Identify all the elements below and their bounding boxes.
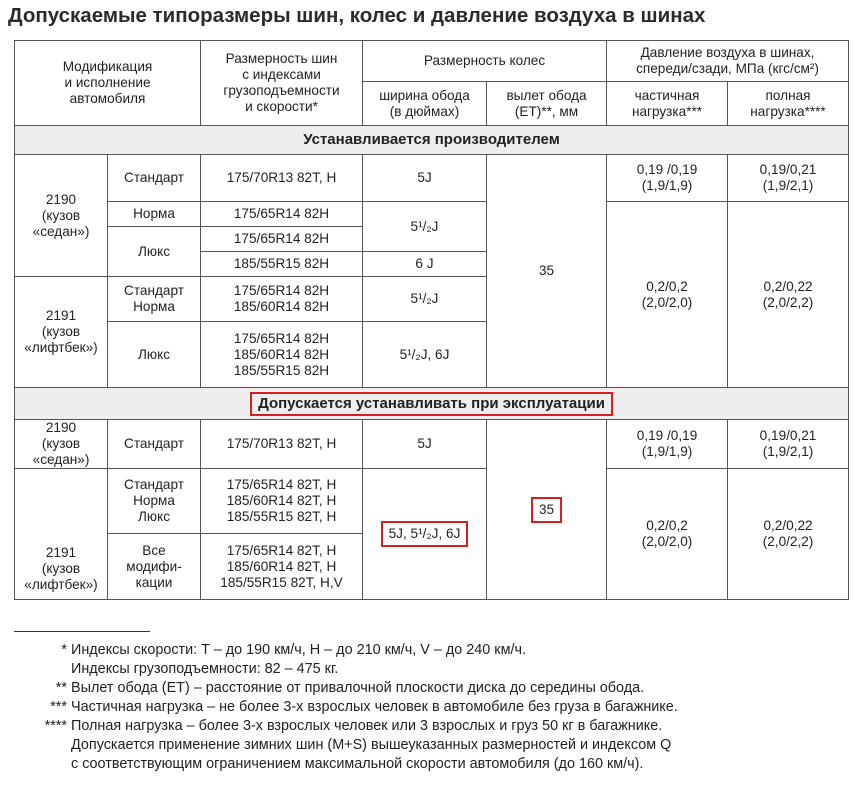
tire-size-cell: 175/65R14 82H 185/60R14 82H 185/55R15 82H	[201, 322, 363, 388]
rim-width-cell: 6 J	[363, 252, 487, 277]
page-title: Допускаемые типоразмеры шин, колес и давление воздуха в шинах	[8, 4, 706, 27]
footnote-text: Допускается применение зимних шин (M+S) вышеуказанных размерностей и индексом Q	[71, 737, 672, 753]
partial-load-pressure: 0,19 /0,19 (1,9/1,9)	[607, 155, 728, 202]
footnote-item	[14, 755, 854, 774]
footnote-text: Индексы скорости: T – до 190 км/ч, H – до 210 км/ч, V – до 240 км/ч.	[71, 642, 526, 658]
footnote-text: Частичная нагрузка – не более 3-х взрослых человек в автомобиле без груза в багажнике.	[71, 699, 678, 715]
model-2191-liftback: 2191 (кузов «лифтбек»)	[15, 469, 108, 600]
model-2191-liftback: 2191 (кузов «лифтбек»)	[15, 277, 108, 388]
footnote-mark: **	[55, 680, 67, 696]
footnote-text: с соответствующим ограничением максимальной скорости автомобиля (до 160 км/ч).	[71, 756, 644, 772]
partial-load-pressure: 0,19 /0,19 (1,9/1,9)	[607, 420, 728, 469]
tire-size-cell: 175/70R13 82T, H	[201, 155, 363, 202]
trim-standard-norma: Стандарт Норма	[108, 277, 201, 322]
footnote-mark: *	[61, 642, 67, 658]
footnote-divider	[14, 631, 150, 632]
tire-size-cell: 175/65R14 82T, H 185/60R14 82T, H 185/55R15 82T, H	[201, 469, 363, 534]
tire-size-cell: 175/70R13 82T, H	[201, 420, 363, 469]
model-2190-sedan: 2190 (кузов «седан»)	[15, 420, 108, 469]
rim-offset-cell	[487, 420, 607, 600]
footnote-item	[14, 698, 854, 717]
tire-size-cell: 185/55R15 82H	[201, 252, 363, 277]
section-title-manufacturer: Устанавливается производителем	[15, 126, 849, 155]
partial-load-pressure: 0,2/0,2 (2,0/2,0)	[607, 469, 728, 600]
header-full-load: полная нагрузка****	[728, 82, 849, 126]
footnote-mark: ***	[50, 699, 67, 715]
full-load-pressure: 0,19/0,21 (1,9/2,1)	[728, 155, 849, 202]
rim-offset-cell: 35	[487, 155, 607, 388]
rim-width-cell: 5J	[363, 155, 487, 202]
header-tire-size: Размерность шин с индексами грузоподъемности и скорости*	[201, 41, 363, 126]
full-load-pressure: 0,2/0,22 (2,0/2,2)	[728, 202, 849, 388]
tire-size-cell: 175/65R14 82H	[201, 202, 363, 227]
rim-width-cell: 5J	[363, 420, 487, 469]
footnote-text: Вылет обода (ET) – расстояние от привалочной плоскости диска до середины обода.	[71, 680, 645, 696]
footnotes	[14, 641, 854, 774]
header-partial-load: частичная нагрузка***	[607, 82, 728, 126]
trim-standard: Стандарт	[108, 420, 201, 469]
trim-standard-norma-lux: Стандарт Норма Люкс	[108, 469, 201, 534]
trim-norma: Норма	[108, 202, 201, 227]
header-pressure: Давление воздуха в шинах, спереди/сзади, МПа (кгс/см²)	[607, 41, 849, 82]
tire-spec-table	[14, 40, 849, 600]
tire-size-cell: 175/65R14 82T, H 185/60R14 82T, H 185/55R15 82T, H,V	[201, 534, 363, 600]
footnote-text: Полная нагрузка – более 3-х взрослых человек или 3 взрослых и груз 50 кг в багажнике.	[71, 718, 663, 734]
model-2190-sedan: 2190 (кузов «седан»)	[15, 155, 108, 277]
footnote-item	[14, 660, 854, 679]
trim-lux: Люкс	[108, 227, 201, 277]
trim-all-modifications: Все модифи- кации	[108, 534, 201, 600]
rim-width-cell: 5¹/₂J	[363, 202, 487, 252]
tire-size-cell: 175/65R14 82H	[201, 227, 363, 252]
header-wheel-size: Размерность колес	[363, 41, 607, 82]
partial-load-pressure: 0,2/0,2 (2,0/2,0)	[607, 202, 728, 388]
full-load-pressure: 0,2/0,22 (2,0/2,2)	[728, 469, 849, 600]
footnote-item	[14, 717, 854, 736]
trim-standard: Стандарт	[108, 155, 201, 202]
rim-offset-highlight: 35	[531, 497, 562, 523]
rim-width-highlight: 5J, 5¹/₂J, 6J	[381, 521, 469, 547]
rim-width-cell	[363, 469, 487, 600]
section-title-highlight: Допускается устанавливать при эксплуатации	[250, 392, 613, 416]
tire-size-cell: 175/65R14 82H 185/60R14 82H	[201, 277, 363, 322]
footnote-item	[14, 736, 854, 755]
header-rim-offset: вылет обода (ET)**, мм	[487, 82, 607, 126]
footnote-item	[14, 679, 854, 698]
header-modification: Модификация и исполнение автомобиля	[15, 41, 201, 126]
footnote-mark: ****	[44, 718, 67, 734]
section-title-operation	[15, 388, 849, 420]
header-rim-width: ширина обода (в дюймах)	[363, 82, 487, 126]
footnote-text: Индексы грузоподъемности: 82 – 475 кг.	[71, 661, 339, 677]
trim-lux: Люкс	[108, 322, 201, 388]
footnote-item	[14, 641, 854, 660]
full-load-pressure: 0,19/0,21 (1,9/2,1)	[728, 420, 849, 469]
rim-width-cell: 5¹/₂J, 6J	[363, 322, 487, 388]
rim-width-cell: 5¹/₂J	[363, 277, 487, 322]
